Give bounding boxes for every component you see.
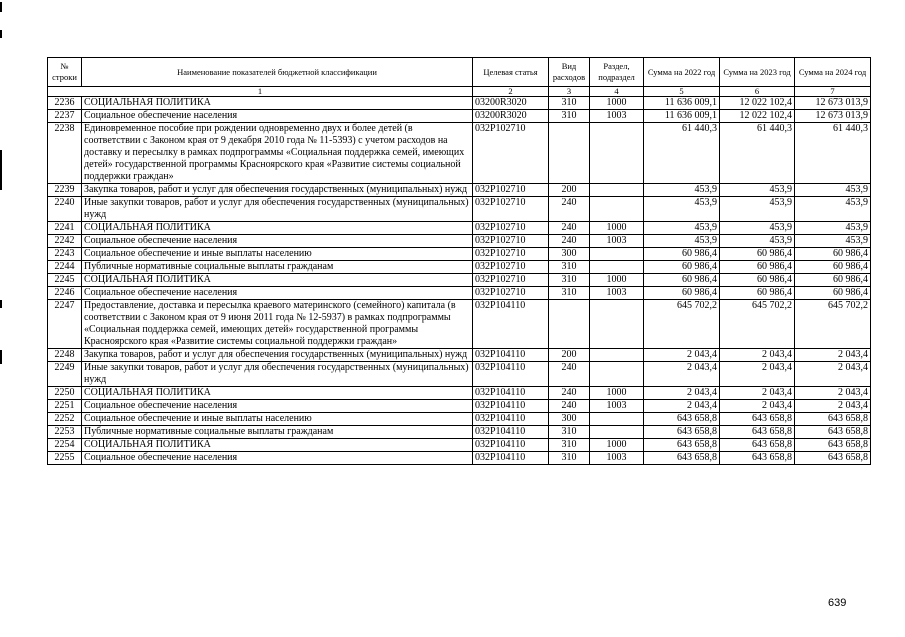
table-row	[48, 400, 871, 413]
row-name: Социальное обеспечение и иные выплаты населению	[82, 248, 473, 261]
row-section: 1003	[590, 235, 644, 248]
row-expense-type: 310	[549, 287, 590, 300]
row-sum-2022: 61 440,3	[644, 123, 720, 184]
column-number: 1	[48, 87, 473, 97]
row-target-article: 032P102710	[473, 287, 549, 300]
row-section	[590, 123, 644, 184]
row-section	[590, 426, 644, 439]
row-sum-2022: 643 658,8	[644, 413, 720, 426]
row-sum-2023: 2 043,4	[720, 387, 795, 400]
row-expense-type: 240	[549, 400, 590, 413]
row-sum-2024: 643 658,8	[795, 452, 871, 465]
row-number: 2247	[48, 300, 82, 349]
column-number: 2	[473, 87, 549, 97]
row-name: Иные закупки товаров, работ и услуг для обеспечения государственных (муниципальных) нужд	[82, 197, 473, 222]
row-section	[590, 362, 644, 387]
row-target-article: 032P102710	[473, 248, 549, 261]
row-sum-2023: 643 658,8	[720, 452, 795, 465]
header-expense-type: Вид расходов	[549, 58, 590, 87]
row-sum-2023: 453,9	[720, 235, 795, 248]
row-sum-2023: 60 986,4	[720, 261, 795, 274]
row-number: 2240	[48, 197, 82, 222]
header-name: Наименование показателей бюджетной классификации	[82, 58, 473, 87]
row-sum-2022: 643 658,8	[644, 439, 720, 452]
table-row	[48, 349, 871, 362]
header-sum-2024: Сумма на 2024 год	[795, 58, 871, 87]
row-target-article: 032P102710	[473, 197, 549, 222]
row-name: Социальное обеспечение населения	[82, 235, 473, 248]
row-sum-2024: 2 043,4	[795, 362, 871, 387]
row-name: Единовременное пособие при рождении одновременно двух и более детей (в соответствии с Законом края от 9 декабря 2010 года № 11-5393) с учетом расходов на доставку и пересылку в рамках подпрограммы «Социальная поддержка семей, имеющих детей» государственной программы Красноярского края «Развитие системы социальной поддержки граждан»	[82, 123, 473, 184]
row-section: 1000	[590, 439, 644, 452]
column-number: 3	[549, 87, 590, 97]
table-row	[48, 123, 871, 184]
table-row	[48, 362, 871, 387]
table-row	[48, 274, 871, 287]
row-sum-2023: 453,9	[720, 222, 795, 235]
row-sum-2023: 453,9	[720, 197, 795, 222]
row-sum-2022: 2 043,4	[644, 387, 720, 400]
row-sum-2022: 645 702,2	[644, 300, 720, 349]
row-name: Социальное обеспечение населения	[82, 110, 473, 123]
scan-mark	[0, 30, 2, 38]
row-sum-2024: 453,9	[795, 235, 871, 248]
row-expense-type: 240	[549, 235, 590, 248]
row-target-article: 032P102710	[473, 222, 549, 235]
row-name: Предоставление, доставка и пересылка краевого материнского (семейного) капитала (в соответствии с Законом края от 9 июня 2011 года № 12-5937) в рамках подпрограммы «Социальная поддержка семей, имеющих детей» государственной программы Красноярского края «Развитие системы социальной поддержки граждан»	[82, 300, 473, 349]
row-sum-2022: 2 043,4	[644, 349, 720, 362]
row-sum-2022: 11 636 009,1	[644, 110, 720, 123]
row-number: 2244	[48, 261, 82, 274]
row-name: Иные закупки товаров, работ и услуг для обеспечения государственных (муниципальных) нужд	[82, 362, 473, 387]
row-section: 1003	[590, 110, 644, 123]
row-section: 1003	[590, 400, 644, 413]
row-sum-2022: 11 636 009,1	[644, 97, 720, 110]
row-name: Публичные нормативные социальные выплаты гражданам	[82, 426, 473, 439]
table-row	[48, 387, 871, 400]
row-sum-2024: 453,9	[795, 184, 871, 197]
page-number: 639	[828, 597, 847, 609]
row-number: 2249	[48, 362, 82, 387]
row-number: 2245	[48, 274, 82, 287]
row-target-article: 032P102710	[473, 235, 549, 248]
header-sum-2023: Сумма на 2023 год	[720, 58, 795, 87]
table-row	[48, 439, 871, 452]
row-name: СОЦИАЛЬНАЯ ПОЛИТИКА	[82, 387, 473, 400]
table-row	[48, 248, 871, 261]
row-number: 2253	[48, 426, 82, 439]
row-sum-2024: 643 658,8	[795, 439, 871, 452]
table-row	[48, 235, 871, 248]
row-sum-2024: 2 043,4	[795, 349, 871, 362]
row-expense-type: 310	[549, 439, 590, 452]
row-sum-2022: 60 986,4	[644, 287, 720, 300]
row-expense-type	[549, 123, 590, 184]
row-expense-type: 240	[549, 362, 590, 387]
row-sum-2023: 12 022 102,4	[720, 97, 795, 110]
row-expense-type: 300	[549, 248, 590, 261]
row-number: 2250	[48, 387, 82, 400]
row-target-article: 032P104110	[473, 400, 549, 413]
row-sum-2023: 2 043,4	[720, 349, 795, 362]
row-expense-type: 310	[549, 261, 590, 274]
row-target-article: 032P104110	[473, 387, 549, 400]
row-target-article: 032P104110	[473, 362, 549, 387]
row-name: СОЦИАЛЬНАЯ ПОЛИТИКА	[82, 274, 473, 287]
row-section	[590, 413, 644, 426]
row-sum-2023: 645 702,2	[720, 300, 795, 349]
column-number: 4	[590, 87, 644, 97]
row-section: 1003	[590, 452, 644, 465]
table-row	[48, 413, 871, 426]
row-sum-2023: 2 043,4	[720, 362, 795, 387]
row-target-article: 032P102710	[473, 184, 549, 197]
row-sum-2022: 643 658,8	[644, 426, 720, 439]
row-sum-2022: 453,9	[644, 184, 720, 197]
row-sum-2023: 60 986,4	[720, 248, 795, 261]
scan-mark	[0, 150, 2, 190]
column-number: 7	[795, 87, 871, 97]
row-number: 2241	[48, 222, 82, 235]
row-sum-2024: 2 043,4	[795, 387, 871, 400]
table-row	[48, 97, 871, 110]
row-sum-2022: 453,9	[644, 197, 720, 222]
row-expense-type: 240	[549, 387, 590, 400]
row-target-article: 032P104110	[473, 300, 549, 349]
row-target-article: 032P102710	[473, 261, 549, 274]
row-sum-2022: 60 986,4	[644, 274, 720, 287]
table-row	[48, 261, 871, 274]
row-expense-type: 310	[549, 452, 590, 465]
row-number: 2243	[48, 248, 82, 261]
row-expense-type	[549, 300, 590, 349]
row-sum-2024: 61 440,3	[795, 123, 871, 184]
row-expense-type: 200	[549, 184, 590, 197]
row-name: Социальное обеспечение населения	[82, 400, 473, 413]
header-target-article: Целевая статья	[473, 58, 549, 87]
row-section	[590, 261, 644, 274]
row-target-article: 032P102710	[473, 274, 549, 287]
row-sum-2023: 61 440,3	[720, 123, 795, 184]
row-sum-2022: 60 986,4	[644, 248, 720, 261]
row-target-article: 032P104110	[473, 426, 549, 439]
column-number: 5	[644, 87, 720, 97]
row-name: СОЦИАЛЬНАЯ ПОЛИТИКА	[82, 97, 473, 110]
row-target-article: 032P104110	[473, 439, 549, 452]
table-row	[48, 222, 871, 235]
row-sum-2024: 645 702,2	[795, 300, 871, 349]
header-sum-2022: Сумма на 2022 год	[644, 58, 720, 87]
table-row	[48, 452, 871, 465]
row-expense-type: 240	[549, 197, 590, 222]
row-target-article: 032P104110	[473, 452, 549, 465]
row-sum-2024: 60 986,4	[795, 261, 871, 274]
row-number: 2252	[48, 413, 82, 426]
row-expense-type: 310	[549, 97, 590, 110]
row-sum-2023: 60 986,4	[720, 274, 795, 287]
row-section	[590, 248, 644, 261]
budget-table	[47, 57, 871, 465]
row-sum-2024: 12 673 013,9	[795, 110, 871, 123]
row-target-article: 032P104110	[473, 413, 549, 426]
row-expense-type: 300	[549, 413, 590, 426]
row-name: Закупка товаров, работ и услуг для обеспечения государственных (муниципальных) нужд	[82, 349, 473, 362]
row-sum-2023: 643 658,8	[720, 426, 795, 439]
row-expense-type: 200	[549, 349, 590, 362]
row-sum-2022: 2 043,4	[644, 362, 720, 387]
column-number-row	[48, 87, 871, 97]
row-section: 1000	[590, 274, 644, 287]
scan-mark	[0, 300, 2, 308]
row-section	[590, 349, 644, 362]
row-expense-type: 310	[549, 274, 590, 287]
row-section: 1000	[590, 387, 644, 400]
row-sum-2024: 643 658,8	[795, 413, 871, 426]
row-sum-2024: 12 673 013,9	[795, 97, 871, 110]
row-name: Социальное обеспечение и иные выплаты населению	[82, 413, 473, 426]
row-sum-2022: 453,9	[644, 222, 720, 235]
row-name: Публичные нормативные социальные выплаты гражданам	[82, 261, 473, 274]
row-expense-type: 240	[549, 222, 590, 235]
row-sum-2022: 453,9	[644, 235, 720, 248]
row-sum-2024: 643 658,8	[795, 426, 871, 439]
row-section: 1000	[590, 222, 644, 235]
header-section: Раздел, подраздел	[590, 58, 644, 87]
row-sum-2022: 643 658,8	[644, 452, 720, 465]
row-sum-2024: 60 986,4	[795, 274, 871, 287]
row-target-article: 032P102710	[473, 123, 549, 184]
table-row	[48, 184, 871, 197]
row-target-article: 032P104110	[473, 349, 549, 362]
row-target-article: 03200R3020	[473, 97, 549, 110]
row-section	[590, 197, 644, 222]
row-target-article: 03200R3020	[473, 110, 549, 123]
row-expense-type: 310	[549, 110, 590, 123]
row-sum-2024: 453,9	[795, 197, 871, 222]
table-header-row	[48, 58, 871, 87]
row-name: Социальное обеспечение населения	[82, 452, 473, 465]
scan-mark	[0, 2, 2, 12]
row-sum-2023: 60 986,4	[720, 287, 795, 300]
row-section	[590, 300, 644, 349]
row-expense-type: 310	[549, 426, 590, 439]
header-row-number: № строки	[48, 58, 82, 87]
row-number: 2248	[48, 349, 82, 362]
row-number: 2251	[48, 400, 82, 413]
row-sum-2024: 60 986,4	[795, 248, 871, 261]
row-number: 2239	[48, 184, 82, 197]
row-name: Социальное обеспечение населения	[82, 287, 473, 300]
column-number: 6	[720, 87, 795, 97]
table-row	[48, 197, 871, 222]
row-section: 1000	[590, 97, 644, 110]
row-sum-2022: 60 986,4	[644, 261, 720, 274]
row-sum-2024: 2 043,4	[795, 400, 871, 413]
scan-mark	[0, 350, 2, 364]
table-row	[48, 287, 871, 300]
row-name: Закупка товаров, работ и услуг для обеспечения государственных (муниципальных) нужд	[82, 184, 473, 197]
row-number: 2242	[48, 235, 82, 248]
row-number: 2254	[48, 439, 82, 452]
row-section	[590, 184, 644, 197]
row-section: 1003	[590, 287, 644, 300]
table-row	[48, 300, 871, 349]
row-sum-2023: 643 658,8	[720, 439, 795, 452]
row-number: 2246	[48, 287, 82, 300]
row-sum-2023: 453,9	[720, 184, 795, 197]
row-number: 2238	[48, 123, 82, 184]
row-number: 2255	[48, 452, 82, 465]
row-number: 2236	[48, 97, 82, 110]
row-sum-2024: 60 986,4	[795, 287, 871, 300]
table-row	[48, 110, 871, 123]
row-sum-2024: 453,9	[795, 222, 871, 235]
row-sum-2023: 12 022 102,4	[720, 110, 795, 123]
row-sum-2022: 2 043,4	[644, 400, 720, 413]
table-row	[48, 426, 871, 439]
row-number: 2237	[48, 110, 82, 123]
row-sum-2023: 643 658,8	[720, 413, 795, 426]
row-sum-2023: 2 043,4	[720, 400, 795, 413]
row-name: СОЦИАЛЬНАЯ ПОЛИТИКА	[82, 439, 473, 452]
row-name: СОЦИАЛЬНАЯ ПОЛИТИКА	[82, 222, 473, 235]
